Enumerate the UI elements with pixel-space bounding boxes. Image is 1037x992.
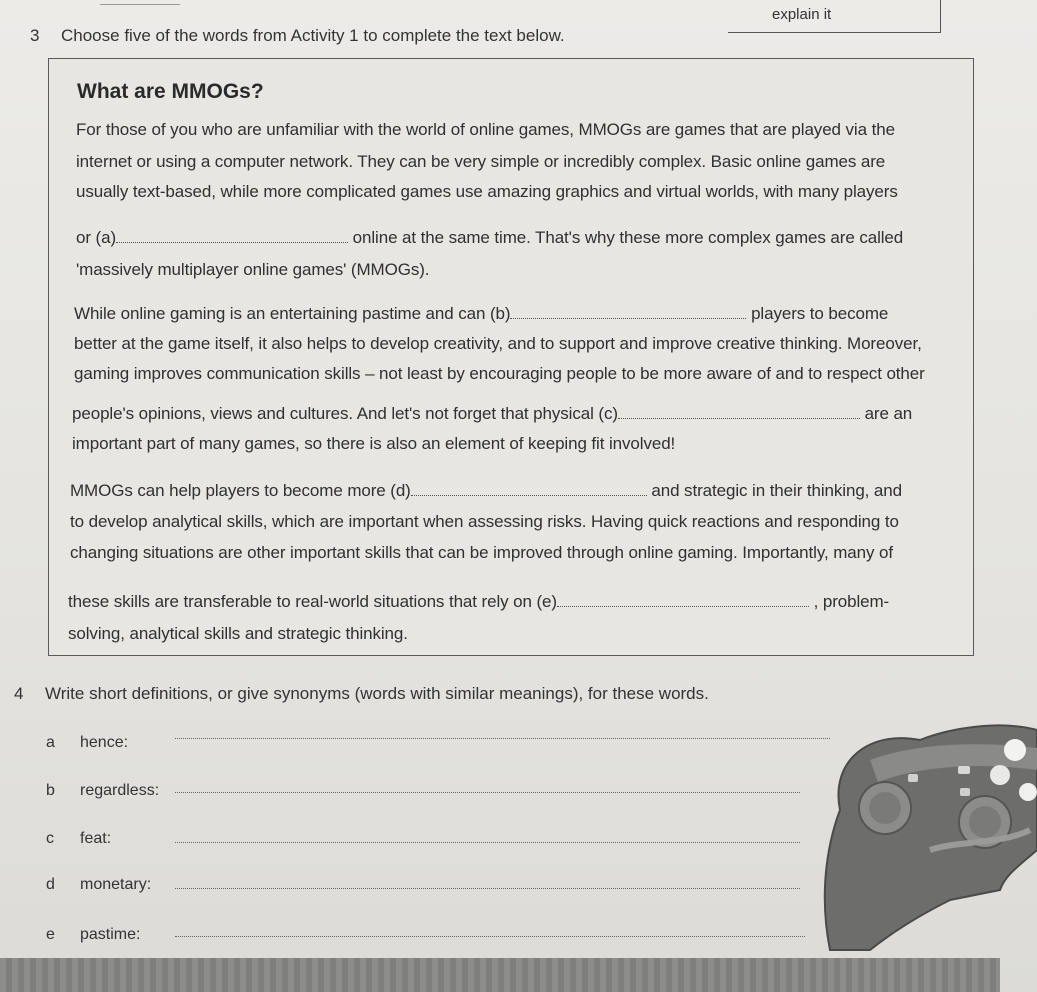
- article-line: important part of many games, so there is also an element of keeping fit involved!: [72, 434, 676, 453]
- item-word: monetary:: [80, 876, 152, 893]
- article-line: For those of you who are unfamiliar with the world of online games, MMOGs are games that are played via the: [76, 120, 895, 139]
- answer-line-c[interactable]: [175, 842, 800, 843]
- article-title: What are MMOGs?: [77, 80, 264, 103]
- article-text: are an: [864, 404, 913, 423]
- article-text: , problem-: [813, 592, 890, 611]
- question-instruction: Write short definitions, or give synonyms (words with similar meanings), for these words.: [45, 684, 709, 703]
- article-line: gaming improves communication skills – not least by encouraging people to be more aware of and to respect other: [74, 364, 925, 383]
- definition-item: [46, 734, 128, 752]
- blank-a[interactable]: [116, 228, 348, 243]
- item-word: hence:: [80, 734, 129, 751]
- item-word: regardless:: [80, 782, 160, 799]
- item-letter: e: [46, 926, 55, 943]
- article-line: better at the game itself, it also helps to develop creativity, and to support and improve creative thinking. Moreover,: [74, 334, 922, 353]
- article-line-gap-a: [76, 228, 903, 248]
- item-word: feat:: [80, 830, 112, 847]
- gamepad-icon: [800, 700, 1037, 960]
- item-letter: a: [46, 734, 55, 751]
- blank-e[interactable]: [557, 592, 809, 607]
- article-line-gap-d: [70, 481, 902, 501]
- article-line: internet or using a computer network. They can be very simple or incredibly complex. Basic online games are: [76, 152, 886, 171]
- bottom-strip: [0, 958, 1000, 992]
- item-letter: d: [46, 876, 55, 893]
- article-line-gap-c: [72, 404, 912, 424]
- question-instruction: Choose five of the words from Activity 1 to complete the text below.: [61, 26, 565, 45]
- explain-label: explain it: [772, 6, 832, 23]
- blank-c[interactable]: [618, 404, 860, 419]
- definition-item: [46, 876, 151, 894]
- top-rule: [100, 0, 180, 5]
- article-text: MMOGs can help players to become more (d): [70, 481, 411, 500]
- item-word: pastime:: [80, 926, 141, 943]
- article-line: 'massively multiplayer online games' (MMOGs).: [76, 260, 430, 279]
- article-line-gap-b: [74, 304, 888, 324]
- answer-line-d[interactable]: [175, 888, 800, 889]
- article-text: online at the same time. That's why these more complex games are called: [352, 228, 904, 247]
- article-text: or (a): [76, 228, 117, 247]
- item-letter: c: [46, 830, 54, 847]
- article-text: players to become: [751, 304, 889, 323]
- question-3: [30, 26, 565, 46]
- article-text: people's opinions, views and cultures. And let's not forget that physical (c): [72, 404, 618, 423]
- definition-item: [46, 926, 140, 944]
- answer-line-a[interactable]: [175, 738, 830, 739]
- article-text: While online gaming is an entertaining pastime and can (b): [74, 304, 511, 323]
- question-number: 4: [14, 684, 24, 703]
- blank-b[interactable]: [510, 304, 746, 319]
- article-text: these skills are transferable to real-world situations that rely on (e): [68, 592, 557, 611]
- answer-line-e[interactable]: [175, 936, 805, 937]
- article-line: solving, analytical skills and strategic thinking.: [68, 624, 408, 643]
- article-text: and strategic in their thinking, and: [651, 481, 902, 500]
- definition-item: [46, 830, 111, 848]
- definition-item: [46, 782, 159, 800]
- question-number: 3: [30, 26, 40, 45]
- article-line: to develop analytical skills, which are important when assessing risks. Having quick reactions and responding to: [70, 512, 899, 531]
- article-line: changing situations are other important skills that can be improved through online gaming. Importantly, many of: [70, 543, 893, 562]
- blank-d[interactable]: [411, 481, 647, 496]
- question-4: [14, 684, 709, 704]
- article-box: [48, 58, 974, 656]
- item-letter: b: [46, 782, 55, 799]
- article-line-gap-e: [68, 592, 889, 612]
- article-line: usually text-based, while more complicated games use amazing graphics and virtual worlds, with many players: [76, 182, 898, 201]
- answer-line-b[interactable]: [175, 792, 800, 793]
- explain-box: [728, 0, 941, 33]
